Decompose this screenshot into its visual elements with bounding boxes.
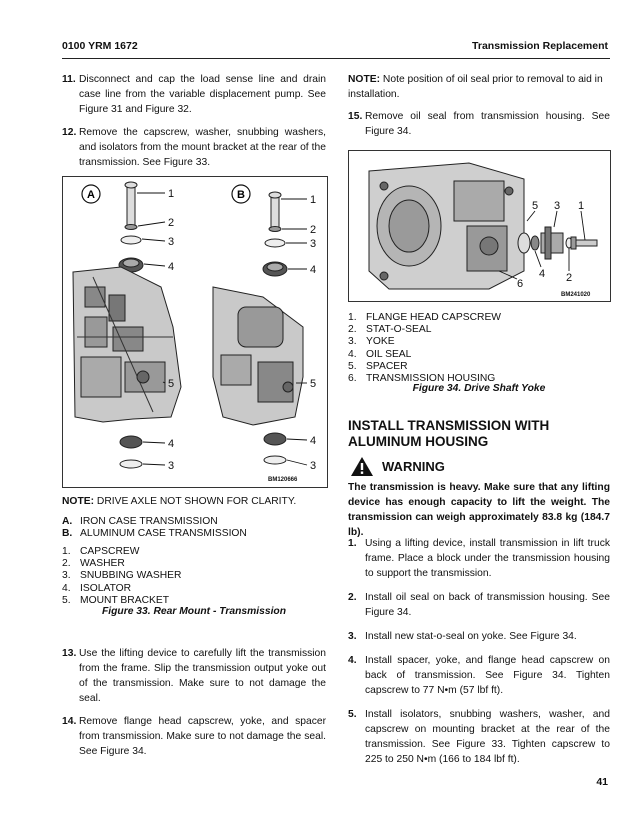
- figure-33-drawing: [63, 177, 327, 487]
- legend-33: [62, 546, 326, 607]
- label-a: A: [87, 189, 95, 201]
- page-number: 41: [596, 776, 608, 788]
- transmission-a: [73, 267, 181, 422]
- callout-b-3b: 3: [310, 460, 317, 472]
- callout-b-3: 3: [310, 238, 317, 250]
- callout-a-1: 1: [168, 188, 175, 200]
- right-note: NOTE: Note position of oil seal prior to removal to aid in installation.: [348, 74, 603, 100]
- legend-item: 3. YOKE: [348, 336, 395, 348]
- figure-33-note: NOTE: DRIVE AXLE NOT SHOWN FOR CLARITY.: [62, 496, 297, 507]
- left-column: [62, 72, 326, 170]
- legend-item: 4. OIL SEAL: [348, 348, 412, 360]
- callout-b-5: 5: [310, 378, 317, 390]
- callout-b-2: 2: [310, 224, 317, 236]
- section-header: Transmission Replacement: [472, 40, 608, 52]
- section-title: INSTALL TRANSMISSION WITH ALUMINUM HOUSING: [348, 418, 550, 449]
- callout-34-3: 3: [554, 200, 561, 212]
- legend-34: [348, 312, 610, 385]
- figure-33-code: BM120666: [268, 477, 298, 483]
- transmission-housing: [369, 163, 524, 289]
- legend-item: 1. CAPSCREW: [62, 546, 140, 557]
- label-b: B: [237, 189, 245, 201]
- left-steps-lower: [62, 646, 326, 759]
- header-rule: [62, 58, 610, 59]
- callout-b-4: 4: [310, 264, 317, 276]
- step-13: 13. Use the lifting device to carefully lift the transmission from the frame. Slip the transmission output yoke out of the transmission. Make sure to not damage the seal.: [62, 648, 326, 704]
- callout-a-3: 3: [168, 236, 175, 248]
- figure-34: [348, 150, 611, 302]
- figure-33-caption: Figure 33. Rear Mount - Transmission: [101, 606, 287, 617]
- legend-item: 2. STAT-O-SEAL: [348, 324, 432, 336]
- callout-a-5: 5: [168, 378, 175, 390]
- step-14: 14. Remove flange head capscrew, yoke, and spacer from transmission. Make sure to not damage the seal. See Figure 34.: [62, 716, 326, 757]
- doc-code: 0100 YRM 1672: [62, 40, 138, 52]
- step-15: 15. Remove oil seal from transmission housing. See Figure 34.: [348, 111, 610, 137]
- callout-34-1: 1: [578, 200, 585, 212]
- legend-item: 3. SNUBBING WASHER: [62, 570, 182, 582]
- install-step-2: 2. Install oil seal on back of transmission housing. See Figure 34.: [348, 592, 610, 618]
- install-step-3: 3. Install new stat-o-seal on yoke. See Figure 34.: [348, 631, 577, 642]
- warning-text: The transmission is heavy. Make sure that any lifting device has enough capacity to lift the weight. The transmission can weigh approximately 83.8 kg (184.7 lb).: [348, 482, 610, 538]
- install-step-1: 1. Using a lifting device, install transmission in lift truck frame. Place a block under the transmission housing to support the transmission.: [348, 538, 610, 579]
- callout-b-1: 1: [310, 194, 317, 206]
- figure-33: [62, 176, 328, 488]
- figure-34-caption: Figure 34. Drive Shaft Yoke: [412, 383, 546, 394]
- callout-a-3b: 3: [168, 460, 175, 472]
- callout-34-6: 6: [517, 278, 524, 290]
- legend-item: 6. TRANSMISSION HOUSING: [348, 373, 496, 385]
- figure-34-code: BM241020: [561, 292, 591, 298]
- warning-icon: [350, 456, 374, 477]
- yoke-parts: [518, 227, 597, 259]
- legend-item: B. ALUMINUM CASE TRANSMISSION: [62, 528, 247, 540]
- install-step-5: 5. Install isolators, snubbing washers, washer, and capscrew on mounting bracket at the rear of the transmission. See Figure 33. Tighten capscrew to 225 to 250 N•m (166 to 184 lbf ft).: [348, 709, 610, 765]
- transmission-b: [213, 287, 303, 425]
- warning-heading: WARNING: [350, 455, 610, 477]
- callout-b-4b: 4: [310, 435, 317, 447]
- callout-a-4: 4: [168, 261, 175, 273]
- callout-34-2: 2: [566, 272, 573, 284]
- legend-item: 5. SPACER: [348, 360, 408, 372]
- legend-item: 4. ISOLATOR: [62, 582, 132, 594]
- legend-item: 5. MOUNT BRACKET: [62, 594, 170, 606]
- legend-item: 1. FLANGE HEAD CAPSCREW: [348, 312, 502, 323]
- callout-34-4: 4: [539, 268, 546, 280]
- callout-a-4b: 4: [168, 438, 175, 450]
- callout-a-2: 2: [168, 217, 175, 229]
- legend-item: A. IRON CASE TRANSMISSION: [62, 516, 218, 527]
- figure-34-drawing: [349, 151, 610, 301]
- install-step-4: 4. Install spacer, yoke, and flange head capscrew on back of transmission. See Figure 34. Tighten capscrew to 77 N•m (57 lbf ft).: [348, 655, 610, 696]
- step-11: 11. Disconnect and cap the load sense line and drain case line from the variable displacement pump. See Figure 31 and Figure 32.: [62, 74, 326, 115]
- step-12: 12. Remove the capscrew, washer, snubbing washers, and isolators from the mount bracket at the rear of the transmission. See Figure 33.: [62, 127, 326, 168]
- legend-ab: [62, 516, 326, 540]
- legend-item: 2. WASHER: [62, 558, 125, 570]
- install-steps: [348, 536, 610, 767]
- callout-34-5: 5: [532, 200, 539, 212]
